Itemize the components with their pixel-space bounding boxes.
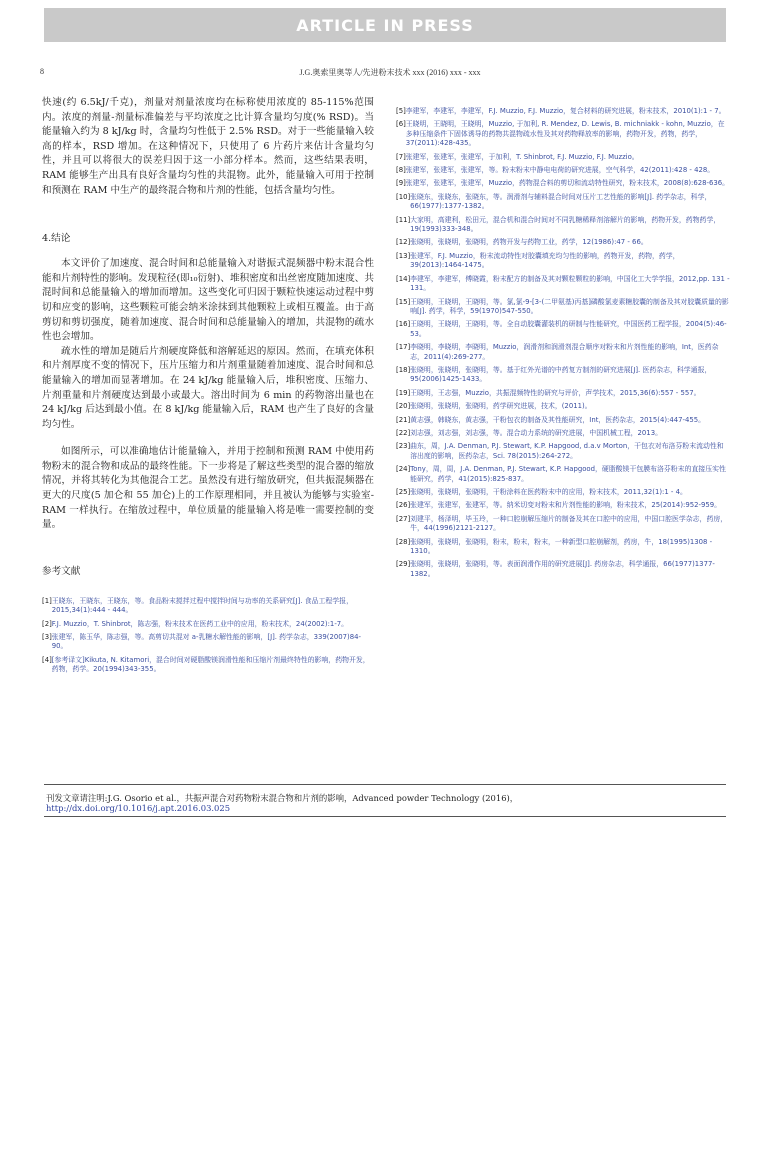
reference-item (396, 252, 730, 271)
reference-number: [12] (396, 238, 411, 247)
reference-item (396, 320, 730, 339)
reference-item (396, 429, 730, 438)
reference-number: [5] (396, 107, 406, 115)
reference-number: [7] (396, 152, 406, 161)
reference-item (396, 402, 730, 411)
reference-number: [16] (396, 320, 411, 329)
reference-text: 刘志强，刘志强，刘志强，等。混合动力系统的研究进展，中国机械工程，2013。 (410, 428, 662, 437)
reference-text: 张晓明，张晓明，张晓明，粉末，粉末，粉末，一种新型口腔崩解剂，药房，牛，18(1995)1308 - 1310。 (410, 537, 713, 556)
running-header: J.G.奥索里奥等人/先进粉末技术 xxx (2016) xxx - xxx (299, 68, 481, 77)
conclusion-paragraph-3: 如图所示，可以准确地估计能量输入，并用于控制和预测 RAM 中使用药物粉末的混合物和成品的最终性能。下一步将是了解这些类型的混合器的缩放情况，并将其转化为其他混合工艺。虽然没有进行缩放研究，但共振混频器在更大的尺度(5 加仑和 55 加仑)上的工作原理相同，并且被认为能够与实验室- RAM 一样执行。在缩放过程中，单位质量的能量输入将是唯一需要控制的变量。 (42, 446, 374, 531)
reference-number: [25] (396, 488, 411, 496)
reference-list-left (42, 597, 374, 675)
reference-text: 黄志强，韩晓东，黄志强，干粉包衣的制备及其性能研究，Int，医药杂志，2015(4):447-455。 (410, 415, 706, 424)
reference-text: 张晓明，张晓明，张晓明，等。表面润滑作用的研究进展[J]. 药房杂志，科学通报，66(1977)1377-1382。 (410, 560, 715, 578)
reference-item (396, 216, 730, 235)
reference-text: 张建军，张建军，张建军，于加利，T. Shinbrot, F.J. Muzzio, F.J. Muzzio。 (405, 152, 639, 161)
reference-number: [1] (42, 596, 52, 605)
reference-item (42, 633, 374, 652)
reference-item (396, 275, 730, 294)
reference-text: 王晓明，王晓明，王晓明，Muzzio, 于加利, R. Mendez, D. Lewis, B. michniakk - kohn, Muzzio，在多种压缩条件下固体诱导的药物共混物疏水性及其对药物释放率的影响，药物开发，药物，药学，37(2011):428-435。 (405, 120, 725, 148)
reference-text: 张晓明，张晓明，张晓明，等。基于红外光谱的中药复方制剂的研究进展[J]. 医药杂志，科学通报，95(2006)1425-1433。 (410, 365, 712, 384)
reference-number: [6] (396, 120, 406, 129)
reference-number: [20] (396, 402, 411, 411)
reference-number: [18] (396, 365, 411, 374)
reference-number: [29] (396, 560, 411, 569)
reference-number: [10] (396, 192, 411, 201)
reference-item (42, 620, 374, 629)
reference-item (396, 193, 730, 212)
reference-number: [19] (396, 388, 411, 397)
results-paragraph: 快速(约 6.5kJ/千克)，剂量对剂量浓度均在标称使用浓度的 85-115%范围内。浓度的剂量-剂量标准偏差与平均浓度之比计算含量均匀度(% RSD)。当能量输入约为 8 kJ/kg 时，含量均匀性低于 2.5% RSD。对于一些能量输入较高的样本，RSD 增加。在这种情况下，只使用了 6 片药片来估计含量均匀性，并且可以将很大的误差归因于这一小部分样本。然而，这些结果表明，RAM 能够生产出具有良好含量均匀性的共混物。此外，能量输入可用于控制和预测在 RAM 中生产的最终混合物和片剂的性能，包括含量均匀性。 (42, 97, 374, 196)
reference-number: [4] (42, 655, 52, 664)
reference-number: [28] (396, 537, 411, 546)
reference-text: 张建军，陈玉华，陈志强，等。高剪切共混对 a-乳糖水解性能的影响，[J]. 药学杂志，339(2007)84-90。 (51, 633, 361, 651)
page-number: 8 (40, 67, 44, 76)
reference-text: 张晓明，张晓明，张晓明，干粉涂料在医药粉末中的应用，粉末技术，2011,32(1):1 - 4。 (410, 488, 687, 496)
reference-item (396, 488, 730, 497)
reference-number: [13] (396, 251, 411, 260)
reference-text: 李晓明，李晓明，李晓明，Muzzio，润滑剂和润滑剂混合顺序对粉末和片剂性能的影响，Int，医药杂志，2011(4):269-277。 (410, 343, 719, 361)
footer-divider-bottom (44, 816, 726, 817)
reference-text: 王晓东，王晓东，王晓东，等。食品粉末搅拌过程中搅拌时间与功率的关系研究[J]. 食品工程学报，2015,34(1):444 - 444。 (51, 596, 353, 615)
reference-text: 李建军，李建军，傅晓霞，粉末配方的制备及其对颗粒颗粒的影响，中国化工大学学报，2012,pp. 131 - 131。 (410, 274, 730, 293)
reference-number: [11] (396, 215, 411, 224)
conclusion-paragraph-1: 本文评价了加速度、混合时间和总能量输入对谐振式混频器中粉末混合性能和片剂特性的影响。发现粒径(即₁₀衍射)、堆积密度和出丝密度随加速度、共混时间和总能量输入的增加而增加。这些变化可归因于颗粒快速运动过程中剪切和应变的影响，这些颗粒可能会纳米涂抹到其他颗粒上或相互覆盖。由于高剪切和剪切强度，随着加速度、混合时间和总能量输入的增加，共混物的疏水性也会增加。 (42, 258, 374, 343)
conclusion-heading: 4.结论 (42, 233, 71, 245)
reference-text: [参考译文]Kikuta, N. Kitamori，混合时间对硬脂酸镁润滑性能和压缩片剂最终特性的影响，药物开发，药物，药学。20(1994)343-355。 (51, 655, 370, 674)
reference-number: [3] (42, 633, 52, 642)
reference-item (396, 238, 730, 247)
reference-text: 张晓东，张晓东，张晓东，等。润滑剂与辅料混合时间对压片工艺性能的影响[J]. 药学杂志，科学，66(1977):1377-1382。 (410, 192, 712, 211)
reference-text: F.J. Muzzio，T. Shinbrot，陈志强，粉末技术在医药工业中的应用，粉末技术，24(2002):1-7。 (51, 619, 349, 628)
reference-number: [27] (396, 514, 411, 523)
reference-text: 张建军，张建军，张建军，等。纳米切变对粉末和片剂性能的影响，粉末技术，25(2014):952-959。 (410, 501, 722, 510)
reference-number: [9] (396, 179, 406, 188)
reference-number: [15] (396, 297, 411, 306)
reference-text: 刘建平，杨泽明，毕玉玲，一种口腔崩解压缩片的制备及其在口腔中的应用，中国口腔医学杂志，药房，牛，44(1996)2121-2127。 (410, 514, 728, 533)
reference-item (396, 515, 730, 534)
reference-number: [23] (396, 442, 411, 451)
citation-note: 刊发文章请注明:J.G. Osorio et al.，共振声混合对药物粉末混合物和片剂的影响，Advanced powder Technology (2016)， (46, 793, 519, 803)
reference-text: 张晓明，张晓明，张晓明，药物开发与药物工业，药学，12(1986):47 - 66。 (410, 238, 648, 247)
reference-item (396, 120, 730, 148)
references-heading: 参考文献 (42, 565, 81, 577)
reference-item (396, 538, 730, 557)
reference-item (396, 298, 730, 317)
reference-list-right (396, 107, 730, 579)
reference-item (396, 501, 730, 510)
reference-item (396, 442, 730, 461)
reference-text: 张晓明，张晓明，张晓明，药学研究进展，技术，(2011)。 (410, 402, 592, 411)
reference-number: [24] (396, 465, 411, 474)
right-column (396, 107, 730, 583)
reference-number: [26] (396, 501, 411, 510)
reference-text: 王晓明，王晓明，王晓明，等。氯,氯-9-[3-(二甲氨基)丙基]磷酸氯麦素糖胶囊的制备及其对胶囊质量的影响[J]. 药学，科学，59(1970)547-550。 (410, 297, 729, 315)
doi-link[interactable]: http://dx.doi.org/10.1016/j.apt.2016.03.025 (46, 803, 231, 813)
reference-text: 王晓明，王晓明，王晓明，等。全自动胶囊灌装机的研制与性能研究，中国医药工程学报，2004(5):46-53。 (410, 320, 727, 338)
reference-text: 张建军，张建军，张建军，Muzzio，药物混合料的剪切和流动特性研究，粉末技术，2008(8):628-636。 (405, 179, 730, 188)
reference-text: 李建军，李建军，李建军，F.J. Muzzio, F.J. Muzzio，复合材料的研究进展，粉末技术，2010(1):1 - 7。 (405, 107, 726, 115)
reference-item (396, 366, 730, 385)
reference-item (396, 416, 730, 425)
reference-item (396, 343, 730, 362)
reference-item (396, 560, 730, 579)
reference-number: [14] (396, 274, 411, 283)
reference-item (396, 465, 730, 484)
article-in-press-banner: ARTICLE IN PRESS (44, 8, 726, 42)
reference-text: 王晓明，王志强，Muzzio，共振混频特性的研究与评价，声学技术，2015,36(6):557 - 557。 (410, 388, 701, 397)
reference-text: 张建军，F.J. Muzzio，粉末流动特性对胶囊填充均匀性的影响，药物开发，药物，药学，39(2013):1464-1475。 (410, 251, 680, 270)
reference-text: 曲东，周，J.A. Denman, P.J. Stewart, K.P. Hapgood, d.a.v Morton，干包衣对布洛芬粉末流动性和溶出度的影响，医药杂志，Sci. 78(2015):264-272。 (410, 442, 724, 460)
footer-divider-top (44, 784, 726, 785)
reference-number: [8] (396, 166, 406, 175)
reference-number: [22] (396, 428, 411, 437)
reference-number: [21] (396, 415, 411, 424)
reference-item (396, 153, 730, 162)
reference-item (396, 389, 730, 398)
reference-number: [17] (396, 343, 411, 352)
reference-item (42, 656, 374, 675)
left-column (42, 96, 374, 679)
reference-item (42, 597, 374, 616)
reference-text: 张建军，张建军，张建军，等。粉末粉末中静电电荷的研究进展，空气科学，42(2011):428 - 428。 (405, 166, 715, 175)
conclusion-paragraph-2: 疏水性的增加是随后片剂硬度降低和溶解延迟的原因。然而，在填充体积和片剂厚度不变的情况下，压片压缩力和片剂重量随着加速度、混合时间和总能量输入的增加而显著增加。在 24 kJ/kg 能量输入后，堆积密度、压缩力、片剂重量和片剂硬度达到最小或最大。溶出时间为 6 min 的药物溶出量也在 24 kJ/kg 后达到最小值。在 8 kJ/kg 能量输入后，RAM 也产生了良好的含量均匀性。 (42, 345, 374, 430)
reference-item (396, 166, 730, 175)
reference-item (396, 179, 730, 188)
reference-text: 大家明，高建利，松田元，混合机和混合时间对不同乳糖稀释剂溶解片的影响，药物开发，药物药学，19(1993)333-348。 (410, 215, 721, 234)
reference-number: [2] (42, 619, 52, 628)
reference-text: Tony，周，周，J.A. Denman, P.J. Stewart, K.P. Hapgood，硬脂酸镁干包膜布洛芬粉末的直接压实性能研究，药学，41(2015):825-837。 (410, 465, 726, 483)
reference-item (396, 107, 730, 116)
